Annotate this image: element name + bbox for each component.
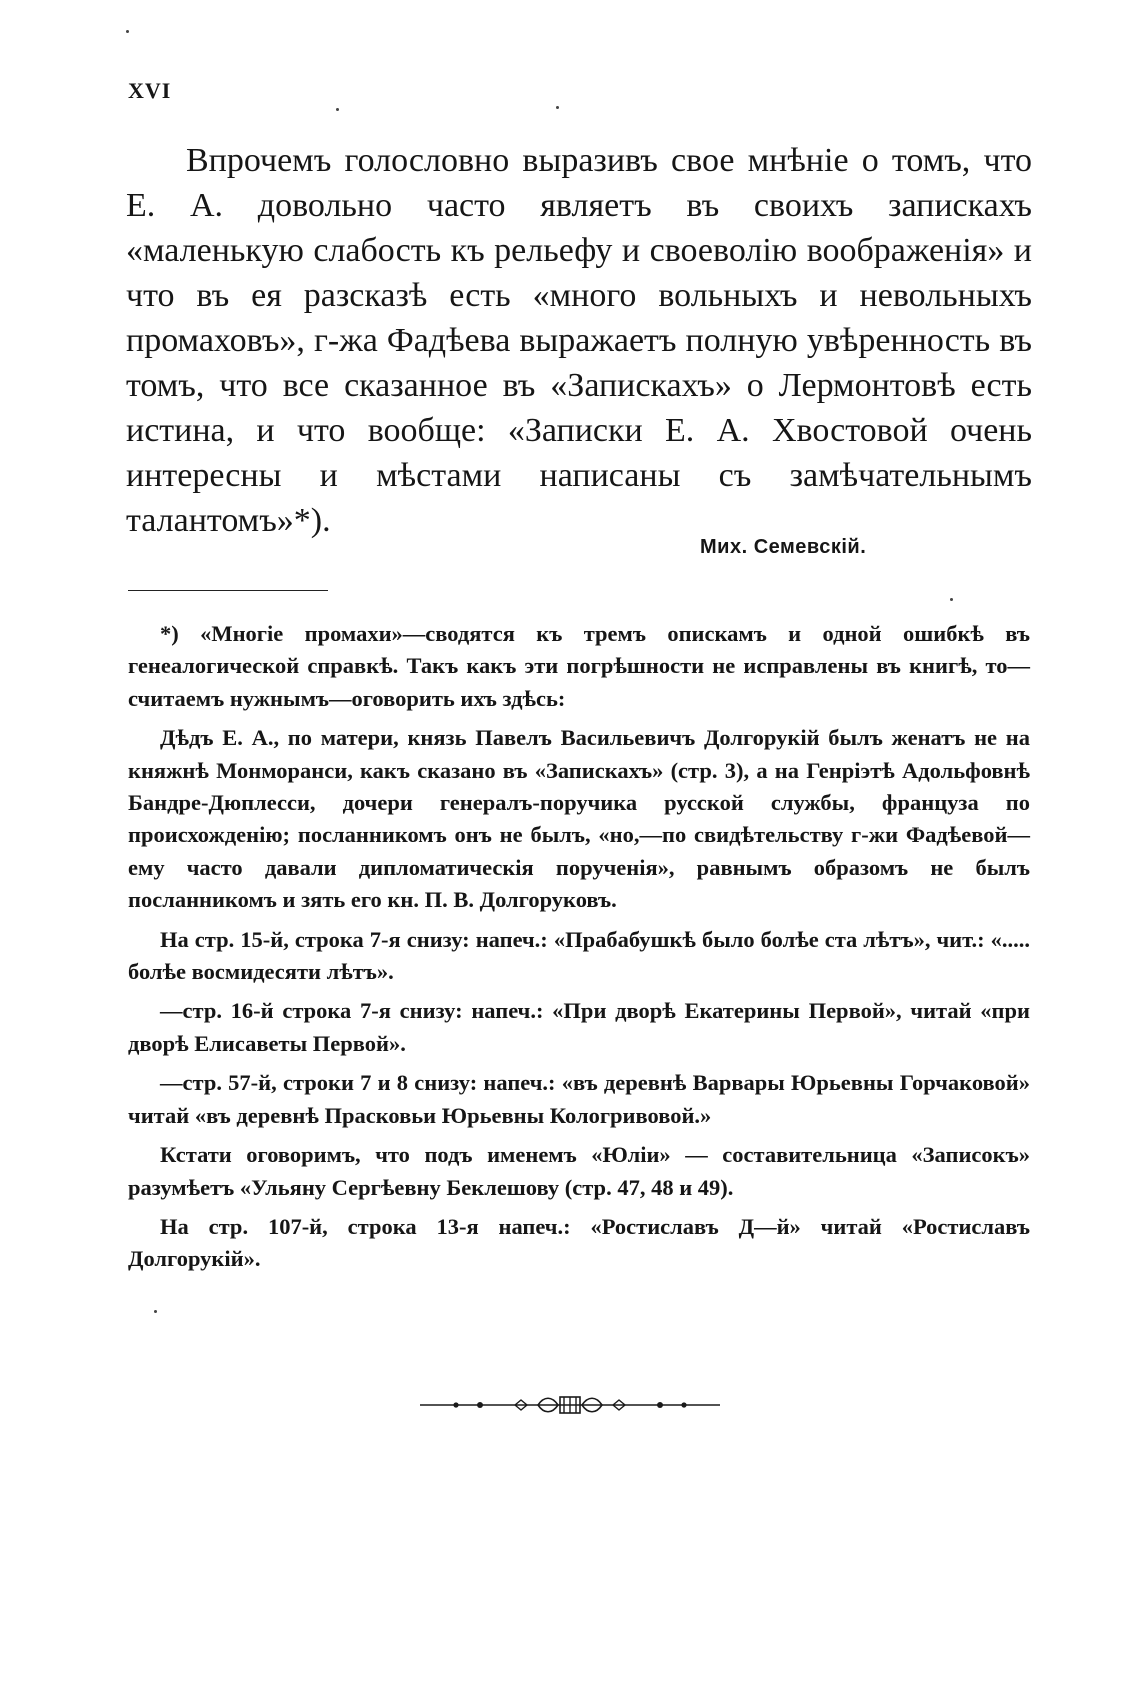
page-number: XVI — [128, 78, 172, 103]
print-speck — [950, 598, 953, 601]
author-signature: Мих. Семевскій. — [700, 536, 867, 558]
footnote-paragraph: —стр. 57-й, строки 7 и 8 снизу: напеч.: «въ деревнѣ Варвары Юрьевны Горчаковой» читай «въ деревнѣ Прасковьи Юрьевны Кологривовой.» — [128, 1070, 1030, 1128]
footnote-paragraph: На стр. 107-й, строка 13-я напеч.: «Ростиславъ Д—й» читай «Ростиславъ Долгорукій». — [128, 1213, 1030, 1272]
print-speck — [336, 108, 339, 111]
footnote-paragraph: —стр. 16-й строка 7-я снизу: напеч.: «При дворѣ Екатерины Первой», читай «при дворѣ Елисаветы Первой». — [128, 998, 1030, 1056]
footnote-paragraph: Кстати оговоримъ, что подъ именемъ «Юліи» — составительница «Записокъ» разумѣетъ «Ульяну Сергѣевну Беклешову (стр. 47, 48 и 49). — [128, 1142, 1030, 1200]
footnotes — [128, 618, 1030, 1283]
footnote-paragraph: *) «Многіе промахи»—сводятся къ тремъ опискамъ и одной ошибкѣ въ генеалогической справкѣ. Такъ какъ эти погрѣшности не исправлены въ книгѣ, то—считаемъ нужнымъ—оговорить ихъ здѣсь: — [128, 621, 1030, 711]
footnote-paragraph: Дѣдъ Е. А., по матери, князь Павелъ Васильевичъ Долгорукій былъ женатъ не на княжнѣ Монморанси, какъ сказано въ «Запискахъ» (стр. 3), а на Генріэтѣ Адольфовнѣ Бандре-Дюплесси, дочери генералъ-поручика русской службы, француза по происхожденію; посланникомъ онъ не былъ, «но,—по свидѣтельству г-жи Фадѣевой—ему часто давали дипломатическія порученія», равнымъ образомъ не былъ посланникомъ и зять его кн. П. В. Долгоруковъ. — [128, 725, 1030, 913]
footnote-rule — [128, 590, 328, 591]
print-speck — [556, 106, 559, 109]
print-speck — [154, 1310, 157, 1313]
fleuron-divider-icon — [420, 1393, 720, 1417]
footnote-paragraph: На стр. 15-й, строка 7-я снизу: напеч.: «Прабабушкѣ было болѣе ста лѣтъ», чит.: «..... болѣе восмидесяти лѣтъ». — [128, 926, 1030, 985]
print-speck — [126, 30, 129, 33]
main-paragraph: Впрочемъ голословно выразивъ свое мнѣніе о томъ, что Е. А. довольно часто являетъ въ своихъ запискахъ «маленькую слабость къ рельефу и своеволію воображенія» и что въ ея разсказѣ есть «много вольныхъ и невольныхъ промаховъ», г-жа Фадѣева выражаетъ полную увѣренность въ томъ, что все сказанное въ «Запискахъ» о Лермонтовѣ есть истина, и что вообще: «Записки Е. А. Хвостовой очень интересны и мѣстами написаны съ замѣчательнымъ талантомъ»*). — [126, 142, 1032, 539]
